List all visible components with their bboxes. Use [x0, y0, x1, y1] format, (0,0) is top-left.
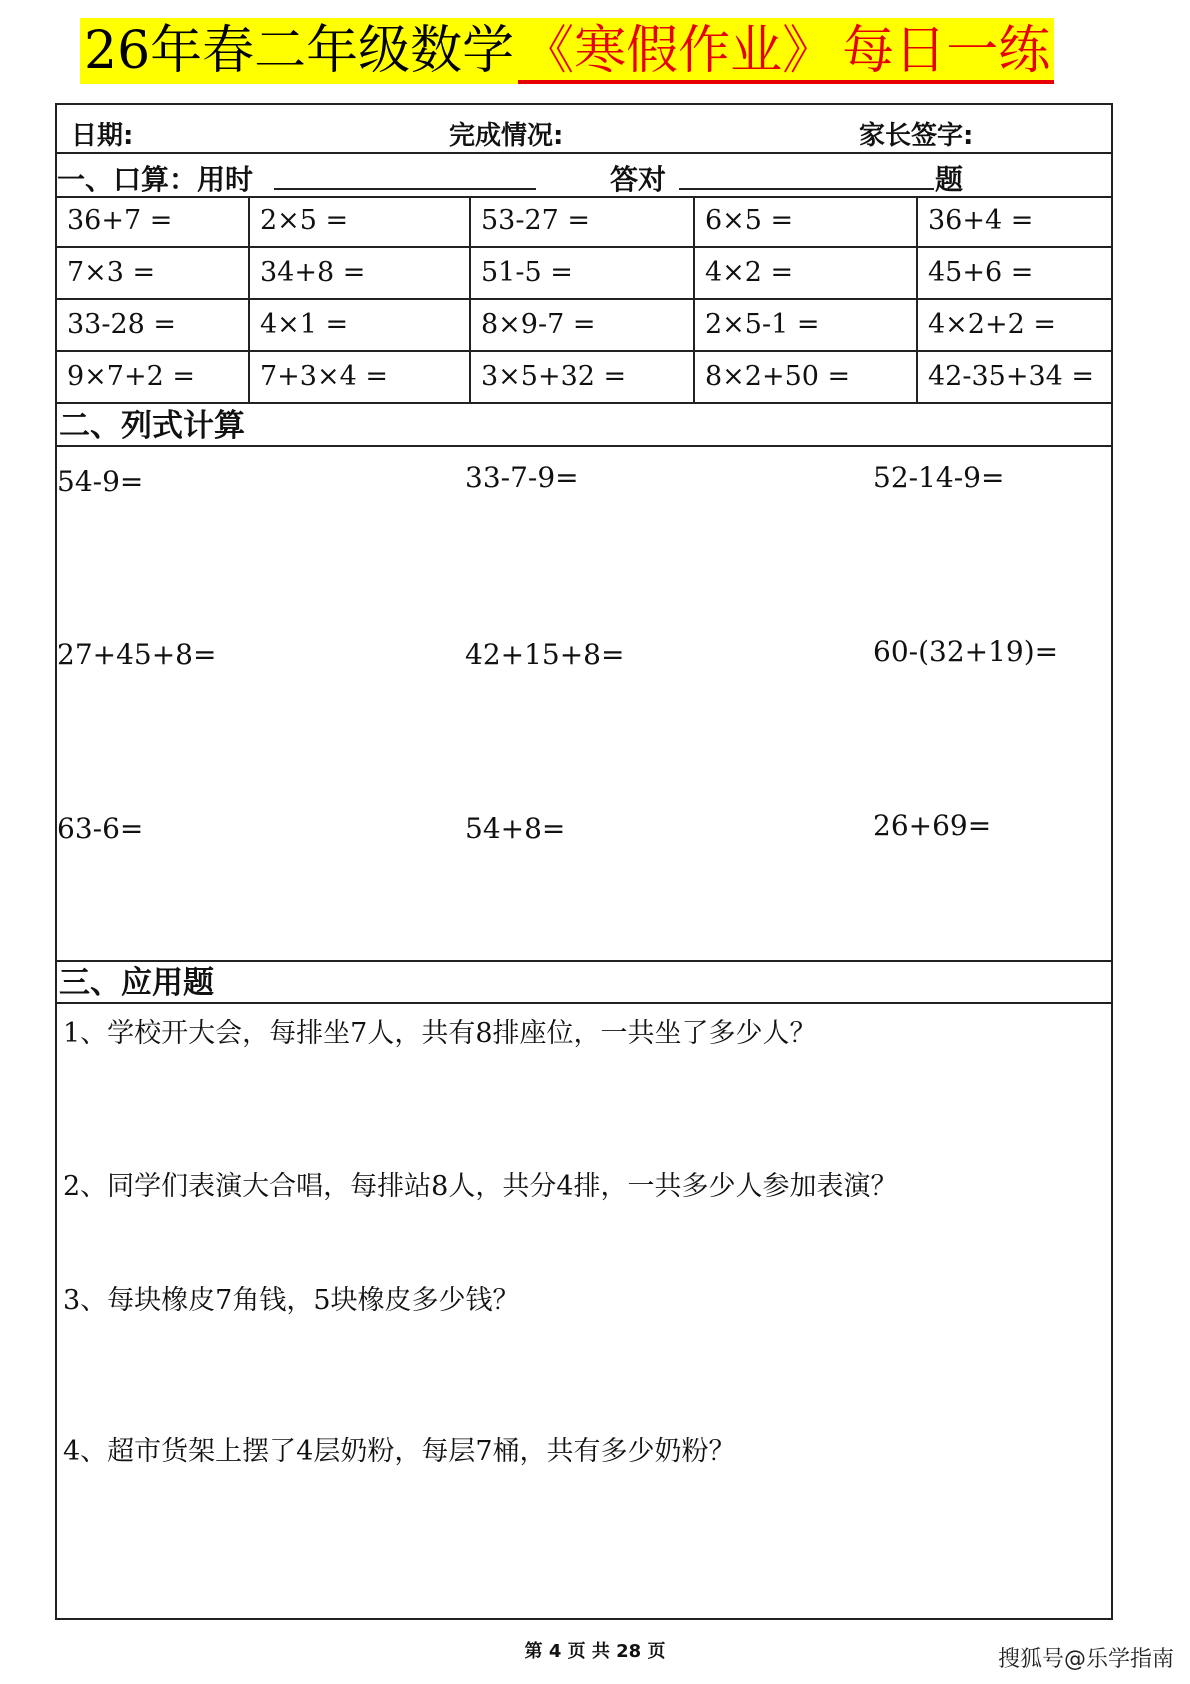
header-row	[57, 105, 1111, 154]
grid-cell	[471, 352, 695, 402]
grid-cell	[57, 248, 250, 298]
calc-item: 33-7-9=	[465, 461, 579, 494]
grid-row	[57, 196, 1111, 248]
grid-row	[57, 248, 1111, 300]
parent-sign-label: 家长签字:	[859, 121, 974, 151]
math-item: 53-27 =	[481, 205, 591, 236]
page-title	[80, 18, 1054, 84]
calc-item: 42+15+8=	[465, 638, 625, 671]
calc-item: 26+69=	[873, 809, 992, 842]
title-homework-name: 《寒假作业》	[518, 18, 838, 84]
grid-cell	[471, 248, 695, 298]
math-item: 36+7 =	[67, 205, 173, 236]
calc-item: 27+45+8=	[57, 638, 217, 671]
grid-cell	[250, 352, 471, 402]
title-daily-practice: 每日一练	[838, 18, 1054, 84]
math-item: 4×2 =	[705, 257, 794, 288]
math-item: 7+3×4 =	[260, 361, 388, 392]
math-item: 4×2+2 =	[928, 309, 1056, 340]
section1-header	[57, 152, 1111, 198]
grid-cell	[918, 248, 1111, 298]
math-item: 7×3 =	[67, 257, 156, 288]
mental-math-grid	[57, 196, 1111, 404]
correct-label: 答对	[610, 163, 667, 196]
math-item: 34+8 =	[260, 257, 366, 288]
word-problem: 3、每块橡皮7角钱，5块橡皮多少钱？	[63, 1285, 520, 1316]
word-problem: 2、同学们表演大合唱，每排站8人，共分4排，一共多少人参加表演？	[63, 1171, 898, 1202]
section3-header	[57, 960, 1111, 1004]
math-item: 3×5+32 =	[481, 361, 627, 392]
math-item: 45+6 =	[928, 257, 1034, 288]
grid-cell	[250, 248, 471, 298]
grid-cell	[250, 300, 471, 350]
grid-cell	[918, 352, 1111, 402]
math-item: 42-35+34 =	[928, 361, 1095, 392]
grid-cell	[57, 352, 250, 402]
section1-title: 一、口算：用时	[57, 163, 254, 196]
correct-blank-line[interactable]	[679, 188, 934, 190]
grid-row	[57, 300, 1111, 352]
math-item: 8×2+50 =	[705, 361, 851, 392]
grid-cell	[695, 248, 918, 298]
watermark: 搜狐号@乐学指南	[997, 1647, 1174, 1672]
grid-cell	[57, 196, 250, 246]
math-item: 9×7+2 =	[67, 361, 195, 392]
math-item: 36+4 =	[928, 205, 1034, 236]
grid-cell	[918, 300, 1111, 350]
grid-cell	[695, 300, 918, 350]
grid-cell	[695, 352, 918, 402]
question-unit-label: 题	[935, 163, 964, 196]
page-number: 第 4 页 共 28 页	[524, 1641, 666, 1662]
grid-cell	[918, 196, 1111, 246]
title-grade-subject: 26年春二年级数学	[80, 18, 518, 84]
calc-item: 63-6=	[57, 812, 144, 845]
worksheet	[55, 103, 1113, 1620]
math-item: 6×5 =	[705, 205, 794, 236]
word-problem: 1、学校开大会，每排坐7人，共有8排座位，一共坐了多少人？	[63, 1018, 817, 1049]
math-item: 2×5-1 =	[705, 309, 820, 340]
grid-cell	[471, 300, 695, 350]
math-item: 33-28 =	[67, 309, 177, 340]
section3-title: 三、应用题	[59, 965, 214, 1001]
calc-item: 60-(32+19)=	[873, 635, 1059, 668]
grid-cell	[57, 300, 250, 350]
section2-title: 二、列式计算	[59, 408, 245, 444]
math-item: 8×9-7 =	[481, 309, 596, 340]
calc-item: 52-14-9=	[873, 461, 1005, 494]
grid-cell	[695, 196, 918, 246]
math-item: 2×5 =	[260, 205, 349, 236]
time-blank-line[interactable]	[274, 188, 536, 190]
grid-cell	[471, 196, 695, 246]
completion-label: 完成情况:	[449, 121, 564, 151]
word-problem: 4、超市货架上摆了4层奶粉，每层7桶，共有多少奶粉？	[63, 1436, 736, 1467]
math-item: 4×1 =	[260, 309, 349, 340]
grid-cell	[250, 196, 471, 246]
grid-row	[57, 352, 1111, 404]
math-item: 51-5 =	[481, 257, 573, 288]
calc-item: 54+8=	[465, 812, 566, 845]
section2-header	[57, 405, 1111, 447]
calc-item: 54-9=	[57, 465, 144, 498]
date-label: 日期:	[71, 121, 134, 151]
